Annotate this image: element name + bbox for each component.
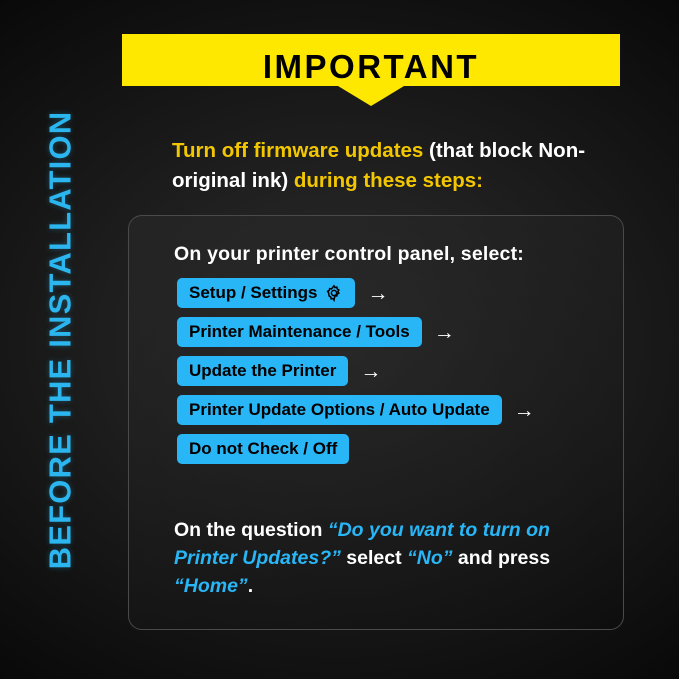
step-chip-label: Do not Check / Off (189, 438, 338, 458)
step-chip-printer-maintenance-tools[interactable] (177, 317, 422, 347)
step-chip-printer-update-options-auto-update[interactable] (177, 395, 502, 425)
step-chip-label: Update the Printer (189, 360, 337, 380)
important-banner (122, 34, 620, 106)
list-item (177, 395, 597, 425)
step-chip-setup-settings[interactable] (177, 278, 355, 308)
question-answer-no: “No” (407, 547, 453, 569)
question-part-2: select (340, 547, 408, 569)
steps-list (177, 278, 597, 473)
panel-intro-text: On your printer control panel, select: (174, 243, 524, 265)
vertical-section-title (0, 0, 120, 679)
gear-icon (325, 284, 343, 302)
question-home-key: “Home” (174, 575, 248, 597)
step-chip-label: Setup / Settings (189, 282, 318, 302)
list-item (177, 317, 597, 347)
headline-part-3: during these steps: (288, 169, 483, 192)
arrow-icon: → (367, 281, 389, 305)
list-item (177, 434, 597, 464)
question-part-3: and press (452, 547, 551, 569)
question-text (174, 516, 584, 600)
instructions-panel (128, 215, 624, 630)
headline-part-1: Turn off firmware updates (172, 139, 430, 162)
question-quote: “Do you want to turn on Printer Updates?” (174, 519, 550, 569)
step-chip-label: Printer Update Options / Auto Update (189, 399, 490, 419)
headline (172, 136, 652, 196)
arrow-icon: → (513, 398, 535, 422)
banner-label: IMPORTANT (262, 48, 480, 85)
list-item (177, 356, 597, 386)
step-chip-do-not-check-off[interactable] (177, 434, 349, 464)
question-part-4: . (247, 575, 254, 597)
headline-part-2: (that block Non-original ink) (172, 139, 586, 192)
list-item (177, 278, 597, 308)
question-part-1: On the question (174, 519, 328, 541)
vertical-section-title-text: BEFORE THE INSTALLATION (42, 110, 77, 569)
arrow-icon: → (360, 359, 382, 383)
arrow-icon: → (433, 320, 455, 344)
step-chip-update-the-printer[interactable] (177, 356, 348, 386)
step-chip-label: Printer Maintenance / Tools (189, 321, 410, 341)
